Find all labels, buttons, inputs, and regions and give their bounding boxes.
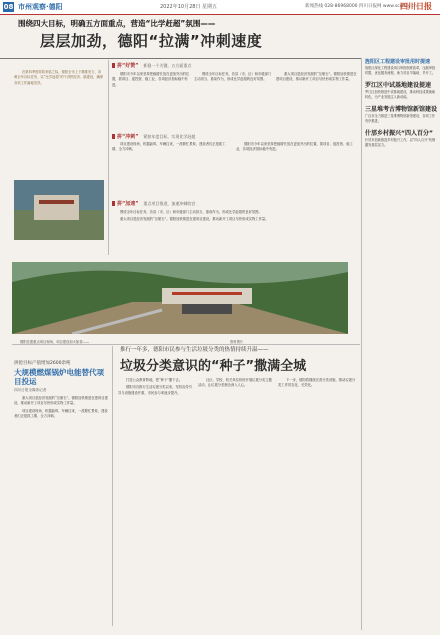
paper-logo: 四川日报 bbox=[400, 1, 432, 11]
section-marker bbox=[112, 201, 115, 206]
body-paragraph: 重大项目是经济发展的“压舱石”。德阳加快推进在建项目建设，推动新开工项目尽快形成实物工作量。 bbox=[276, 72, 357, 82]
bottom-left-body bbox=[14, 396, 108, 626]
garbage-column-2 bbox=[198, 378, 274, 628]
body-paragraph: 社区、学校、机关单位纷纷开展垃圾分类主题活动，让垃圾分类理念深入人心。 bbox=[198, 378, 272, 388]
page-number: 08 bbox=[3, 3, 14, 11]
bottom-left-kicker: 拼抢目标产值增加2600余吨 bbox=[14, 361, 71, 366]
section-sub: 重点项目推进，加速冲刺收官 bbox=[143, 201, 196, 206]
body-paragraph: 打造公众教育阵地，把“种子”撒下去。 bbox=[126, 378, 183, 382]
section-sub: 紧扣年度目标，实现比学赶超 bbox=[143, 134, 196, 139]
title-divider bbox=[0, 58, 362, 59]
section-title: 市州观察·德阳 bbox=[18, 3, 63, 11]
contact-line: 新闻热线 028-86968000 四川日报网 www.scdaily.cn bbox=[305, 4, 417, 9]
column-divider bbox=[112, 346, 113, 626]
inset-photo bbox=[14, 180, 104, 240]
body-column-5 bbox=[236, 142, 358, 196]
body-paragraph: 重大项目是经济发展的“压舱石”。德阳加快推进在建项目建设，推动新开工项目尽快形成实物工作量。 bbox=[120, 217, 269, 222]
body-paragraph: 项目建设现场，机器轰鸣、车辆往来，一派繁忙景象，建设者们正抢抓工期、全力冲刺。 bbox=[14, 408, 108, 418]
right-news-column bbox=[365, 58, 437, 152]
section-label: 拼“好赞” bbox=[117, 63, 139, 69]
right-item-body: 什邡市创新推进乡村振兴工作，以“四人百分”机制激发基层活力。 bbox=[365, 138, 436, 147]
lead-paragraph bbox=[14, 70, 104, 170]
page-header bbox=[0, 0, 440, 15]
photo-credit: 资料图片 bbox=[230, 340, 244, 344]
right-item-title: 旌阳区工程建设审批用时提速 bbox=[365, 59, 431, 65]
body-paragraph: 德阳市自推行生活垃圾分类以来，坚持宣传引导与设施建设并重，市民参与率逐步提升。 bbox=[118, 385, 192, 395]
body-column-6 bbox=[112, 210, 358, 258]
section-heading-3 bbox=[112, 200, 195, 207]
garbage-kicker: 推行一年多，德阳市民参与生活垃圾分类的热情持续升温—— bbox=[120, 347, 269, 353]
section-heading-2 bbox=[112, 133, 195, 140]
main-kicker: 围绕四大目标，明确五方面重点，营造“比学赶超”氛围—— bbox=[18, 19, 216, 28]
body-paragraph: 围绕全年目标任务，各县（市、区）和市级部门主动担当、靠前作为，形成比学赶超的良好氛围。 bbox=[120, 210, 262, 214]
lead-text: 在第四季度即将来临之际，德阳全市上下精准发力、冲刺全年目标任务，以“比学赶超”的干劲拼经济、搞建设，确保各项工作落地见效。 bbox=[14, 70, 104, 85]
right-item-title: 三星堆考古博物馆新馆建设 bbox=[365, 106, 438, 113]
body-paragraph: 重大项目是经济发展的“压舱石”。德阳加快推进在建项目建设，推动新开工项目尽快形成实物工作量。 bbox=[14, 396, 108, 406]
issue-date: 2022年10月28日 星期五 bbox=[160, 4, 218, 10]
right-item-title: 什邡乡村振兴“四人百分” bbox=[365, 130, 433, 137]
right-item-body: 罗江区加快推进中试基地建设，推动科技成果就地转化，为产业发展注入新动能。 bbox=[365, 90, 436, 99]
column-divider bbox=[108, 60, 109, 255]
garbage-headline: 垃圾分类意识的“种子”撒满全城 bbox=[120, 359, 307, 374]
section-sub: 抓稳一个关键，五方面重点 bbox=[143, 63, 192, 68]
right-item-body: 旌阳区深化工程建设项目审批制度改革，压缩审批时限，优化服务流程，助力项目早落地、早开工。 bbox=[365, 66, 436, 75]
column-divider bbox=[361, 58, 362, 630]
section-label: 拼“冲刺” bbox=[117, 134, 139, 140]
body-paragraph: 德阳市今年以来坚持把稳增长放在更加突出的位置，抓项目、促投资、稳工业，各项经济指标稳中有进。 bbox=[112, 72, 190, 87]
body-paragraph: 德阳市今年以来坚持把稳增长放在更加突出的位置，抓项目、促投资、稳工业，各项经济指标稳中有进。 bbox=[236, 142, 353, 152]
right-item-title: 罗江区中试基地建设提速 bbox=[365, 82, 432, 89]
main-headline: 层层加劲，德阳“拉满”冲刺速度 bbox=[40, 32, 263, 50]
right-item-body: 广汉市全力推进三星堆博物馆新馆建设，各项工作有序推进。 bbox=[365, 114, 436, 123]
body-paragraph: 围绕全年目标任务，各县（市、区）和市级部门主动担当、靠前作为，形成比学赶超的良好氛围。 bbox=[194, 72, 272, 82]
body-column-1 bbox=[112, 72, 190, 130]
body-paragraph: 下一步，德阳将继续完善分类设施，推动垃圾分类工作常态化、长效化。 bbox=[278, 378, 356, 388]
section-label: 拼“加速” bbox=[117, 201, 139, 207]
main-photo-graphic bbox=[12, 262, 348, 334]
bottom-left-title: 大规模燃煤锅炉电能替代项目投运 bbox=[14, 368, 104, 386]
photo-caption: 德阳在建重点项目现场，项目建设如火如荼—— bbox=[20, 340, 90, 344]
bottom-left-byline: 四川日报全媒体记者 bbox=[14, 388, 47, 392]
body-column-3 bbox=[276, 72, 358, 130]
body-column-4 bbox=[112, 142, 232, 196]
section-marker bbox=[112, 63, 115, 68]
body-paragraph: 项目建设现场，机器轰鸣、车辆往来，一派繁忙景象，建设者们正抢抓工期、全力冲刺。 bbox=[112, 142, 226, 152]
garbage-column-3 bbox=[278, 378, 358, 628]
section-marker bbox=[112, 134, 115, 139]
garbage-column-1 bbox=[118, 378, 194, 628]
main-photo bbox=[12, 262, 348, 334]
body-column-2 bbox=[194, 72, 272, 130]
inset-photo-graphic bbox=[14, 180, 104, 240]
section-heading-1 bbox=[112, 62, 191, 69]
